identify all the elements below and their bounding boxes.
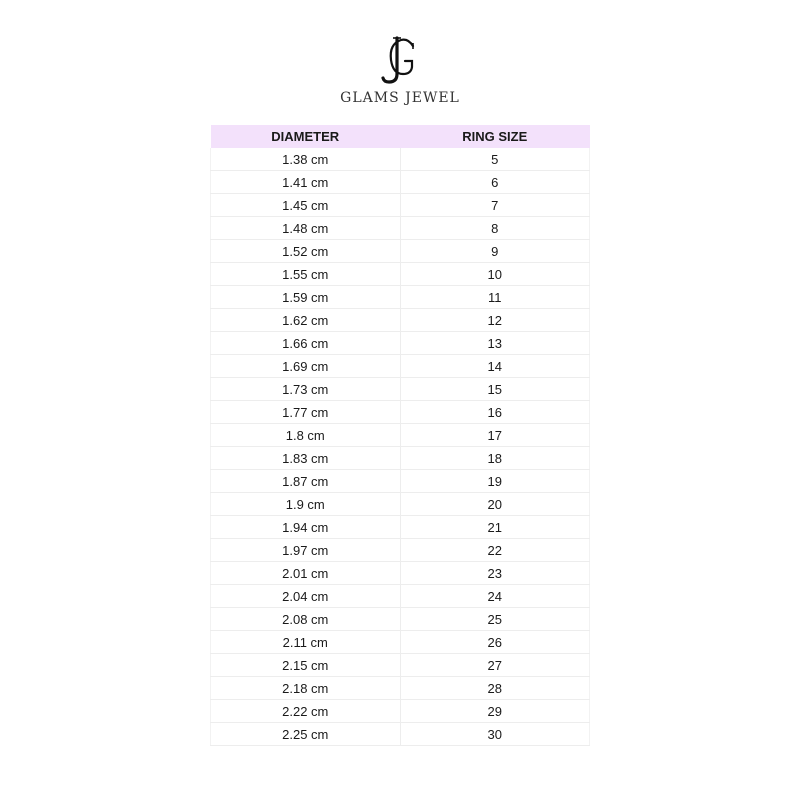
ring-size-cell: 6 (400, 171, 590, 194)
diameter-cell: 2.01 cm (211, 562, 401, 585)
diameter-cell: 1.77 cm (211, 401, 401, 424)
ring-size-cell: 27 (400, 654, 590, 677)
table-row (211, 562, 590, 585)
diameter-cell: 1.52 cm (211, 240, 401, 263)
ring-size-cell: 17 (400, 424, 590, 447)
table-row (211, 539, 590, 562)
table-row (211, 516, 590, 539)
diameter-cell: 2.08 cm (211, 608, 401, 631)
table-row (211, 378, 590, 401)
diameter-cell: 2.15 cm (211, 654, 401, 677)
ring-size-cell: 13 (400, 332, 590, 355)
diameter-cell: 1.83 cm (211, 447, 401, 470)
ring-size-cell: 30 (400, 723, 590, 746)
table-row (211, 309, 590, 332)
diameter-cell: 1.66 cm (211, 332, 401, 355)
ring-size-table (210, 125, 590, 746)
table-row (211, 631, 590, 654)
table-row (211, 286, 590, 309)
table-row (211, 608, 590, 631)
ring-size-cell: 15 (400, 378, 590, 401)
ring-size-cell: 25 (400, 608, 590, 631)
ring-size-cell: 16 (400, 401, 590, 424)
ring-size-cell: 26 (400, 631, 590, 654)
table-row (211, 723, 590, 746)
diameter-cell: 1.94 cm (211, 516, 401, 539)
diameter-cell: 1.38 cm (211, 148, 401, 171)
ring-size-cell: 5 (400, 148, 590, 171)
ring-size-cell: 22 (400, 539, 590, 562)
ring-size-cell: 8 (400, 217, 590, 240)
diameter-cell: 1.97 cm (211, 539, 401, 562)
diameter-cell: 2.22 cm (211, 700, 401, 723)
ring-size-cell: 7 (400, 194, 590, 217)
brand-name: GLAMS JEWEL (340, 90, 460, 106)
diameter-cell: 1.73 cm (211, 378, 401, 401)
table-row (211, 424, 590, 447)
table-row (211, 470, 590, 493)
jg-monogram-icon (380, 34, 420, 86)
ring-size-cell: 24 (400, 585, 590, 608)
diameter-cell: 2.04 cm (211, 585, 401, 608)
ring-size-cell: 29 (400, 700, 590, 723)
table-row (211, 654, 590, 677)
table-row (211, 677, 590, 700)
table-row (211, 401, 590, 424)
diameter-cell: 1.62 cm (211, 309, 401, 332)
column-header-ring-size: RING SIZE (400, 125, 590, 148)
ring-size-cell: 9 (400, 240, 590, 263)
table-row (211, 263, 590, 286)
diameter-cell: 1.69 cm (211, 355, 401, 378)
diameter-cell: 1.55 cm (211, 263, 401, 286)
table-row (211, 700, 590, 723)
ring-size-cell: 18 (400, 447, 590, 470)
table-row (211, 194, 590, 217)
ring-size-cell: 12 (400, 309, 590, 332)
diameter-cell: 1.8 cm (211, 424, 401, 447)
table-header-row (211, 125, 590, 148)
table-row (211, 355, 590, 378)
ring-size-cell: 23 (400, 562, 590, 585)
ring-size-cell: 28 (400, 677, 590, 700)
table-row (211, 585, 590, 608)
table-row (211, 240, 590, 263)
brand-logo (0, 34, 800, 110)
diameter-cell: 2.25 cm (211, 723, 401, 746)
diameter-cell: 2.18 cm (211, 677, 401, 700)
diameter-cell: 1.9 cm (211, 493, 401, 516)
ring-size-cell: 21 (400, 516, 590, 539)
ring-size-cell: 14 (400, 355, 590, 378)
table-row (211, 332, 590, 355)
table-row (211, 148, 590, 171)
ring-size-cell: 11 (400, 286, 590, 309)
table-row (211, 217, 590, 240)
table-row (211, 493, 590, 516)
table-row (211, 171, 590, 194)
diameter-cell: 1.87 cm (211, 470, 401, 493)
diameter-cell: 1.45 cm (211, 194, 401, 217)
table-row (211, 447, 590, 470)
diameter-cell: 2.11 cm (211, 631, 401, 654)
diameter-cell: 1.41 cm (211, 171, 401, 194)
diameter-cell: 1.59 cm (211, 286, 401, 309)
diameter-cell: 1.48 cm (211, 217, 401, 240)
ring-size-cell: 20 (400, 493, 590, 516)
ring-size-cell: 19 (400, 470, 590, 493)
ring-size-cell: 10 (400, 263, 590, 286)
column-header-diameter: DIAMETER (211, 125, 401, 148)
